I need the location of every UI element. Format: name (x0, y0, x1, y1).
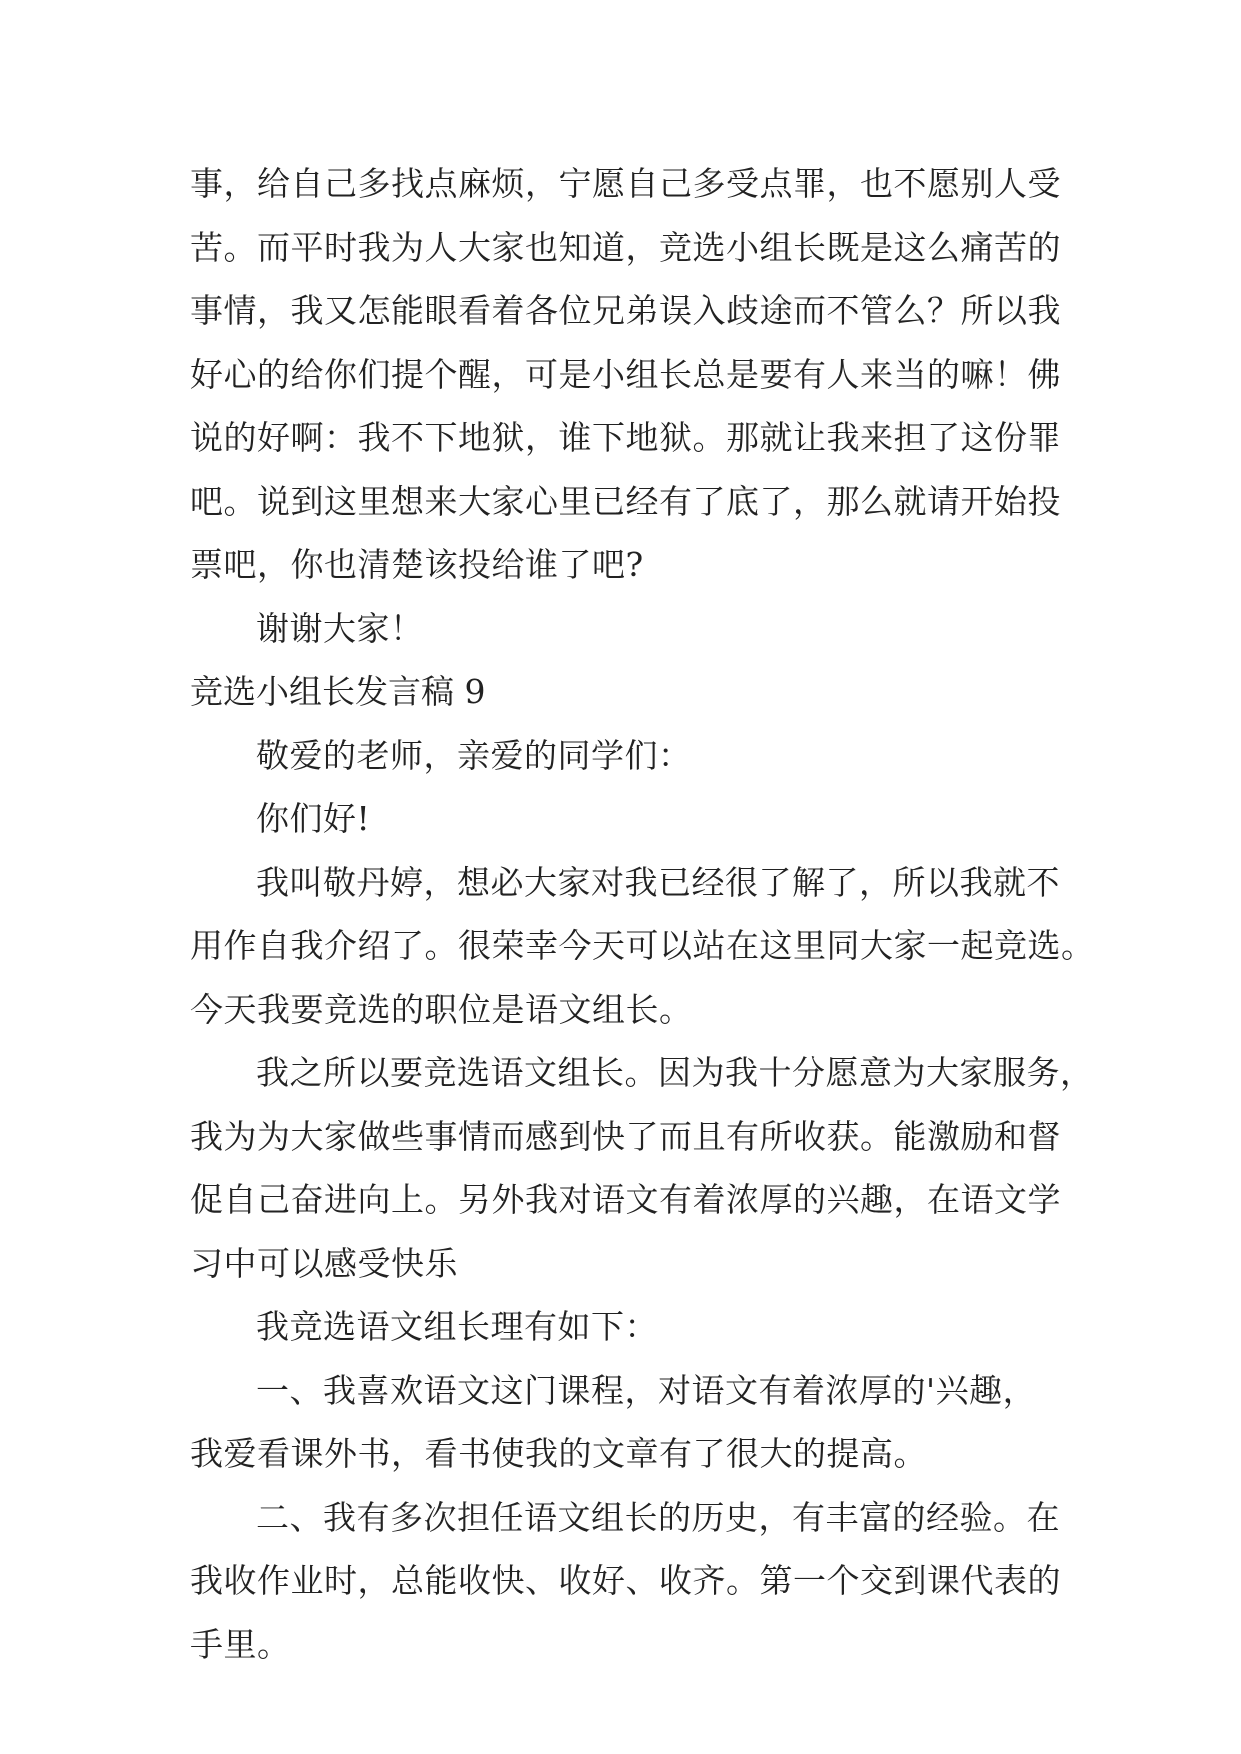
text-line: 习中可以感受快乐 (190, 1243, 458, 1283)
text-line: 我竞选语文组长理有如下： (256, 1307, 658, 1346)
text-line: 苦。而平时我为人大家也知道，竞选小组长既是这么痛苦的 (190, 227, 1061, 267)
text-line: 我叫敬丹婷，想必大家对我已经很了解了，所以我就不 (256, 862, 1060, 902)
greeting-line: 你们好! (256, 799, 371, 838)
closing-line: 谢谢大家！ (256, 608, 424, 648)
text-line: 事情，我又怎能眼看着各位兄弟误入歧途而不管么？所以我 (190, 291, 1061, 330)
text-line: 用作自我介绍了。很荣幸今天可以站在这里同大家一起竞选。 (190, 926, 1095, 965)
text-line: 我之所以要竞选语文组长。因为我十分愿意为大家服务， (256, 1053, 1094, 1092)
text-line: 今天我要竞选的职位是语文组长。 (190, 989, 693, 1029)
text-line: 一、我喜欢语文这门课程，对语文有着浓厚的'兴趣， (256, 1370, 1037, 1410)
text-line: 吧。说到这里想来大家心里已经有了底了，那么就请开始投 (190, 481, 1061, 521)
text-line: 我收作业时，总能收快、收好、收齐。第一个交到课代表的 (190, 1561, 1061, 1600)
text-line: 我爱看课外书，看书使我的文章有了很大的提高。 (190, 1434, 927, 1473)
text-line: 好心的给你们提个醒，可是小组长总是要有人来当的嘛！佛 (190, 354, 1061, 394)
section-heading: 竞选小组长发言稿 9 (190, 672, 486, 711)
text-line: 我为为大家做些事情而感到快了而且有所收获。能激励和督 (190, 1116, 1061, 1156)
text-line: 票吧，你也清楚该投给谁了吧? (190, 545, 644, 584)
text-line: 二、我有多次担任语文组长的历史，有丰富的经验。在 (256, 1497, 1060, 1537)
text-line: 促自己奋进向上。另外我对语文有着浓厚的兴趣，在语文学 (190, 1180, 1061, 1219)
text-line: 事，给自己多找点麻烦，宁愿自己多受点罪，也不愿别人受 (190, 164, 1061, 203)
salutation-line: 敬爱的老师，亲爱的同学们： (256, 735, 692, 775)
text-line: 手里。 (190, 1624, 291, 1664)
text-line: 说的好啊：我不下地狱，谁下地狱。那就让我来担了这份罪 (190, 418, 1061, 457)
document-page (190, 152, 1095, 1676)
